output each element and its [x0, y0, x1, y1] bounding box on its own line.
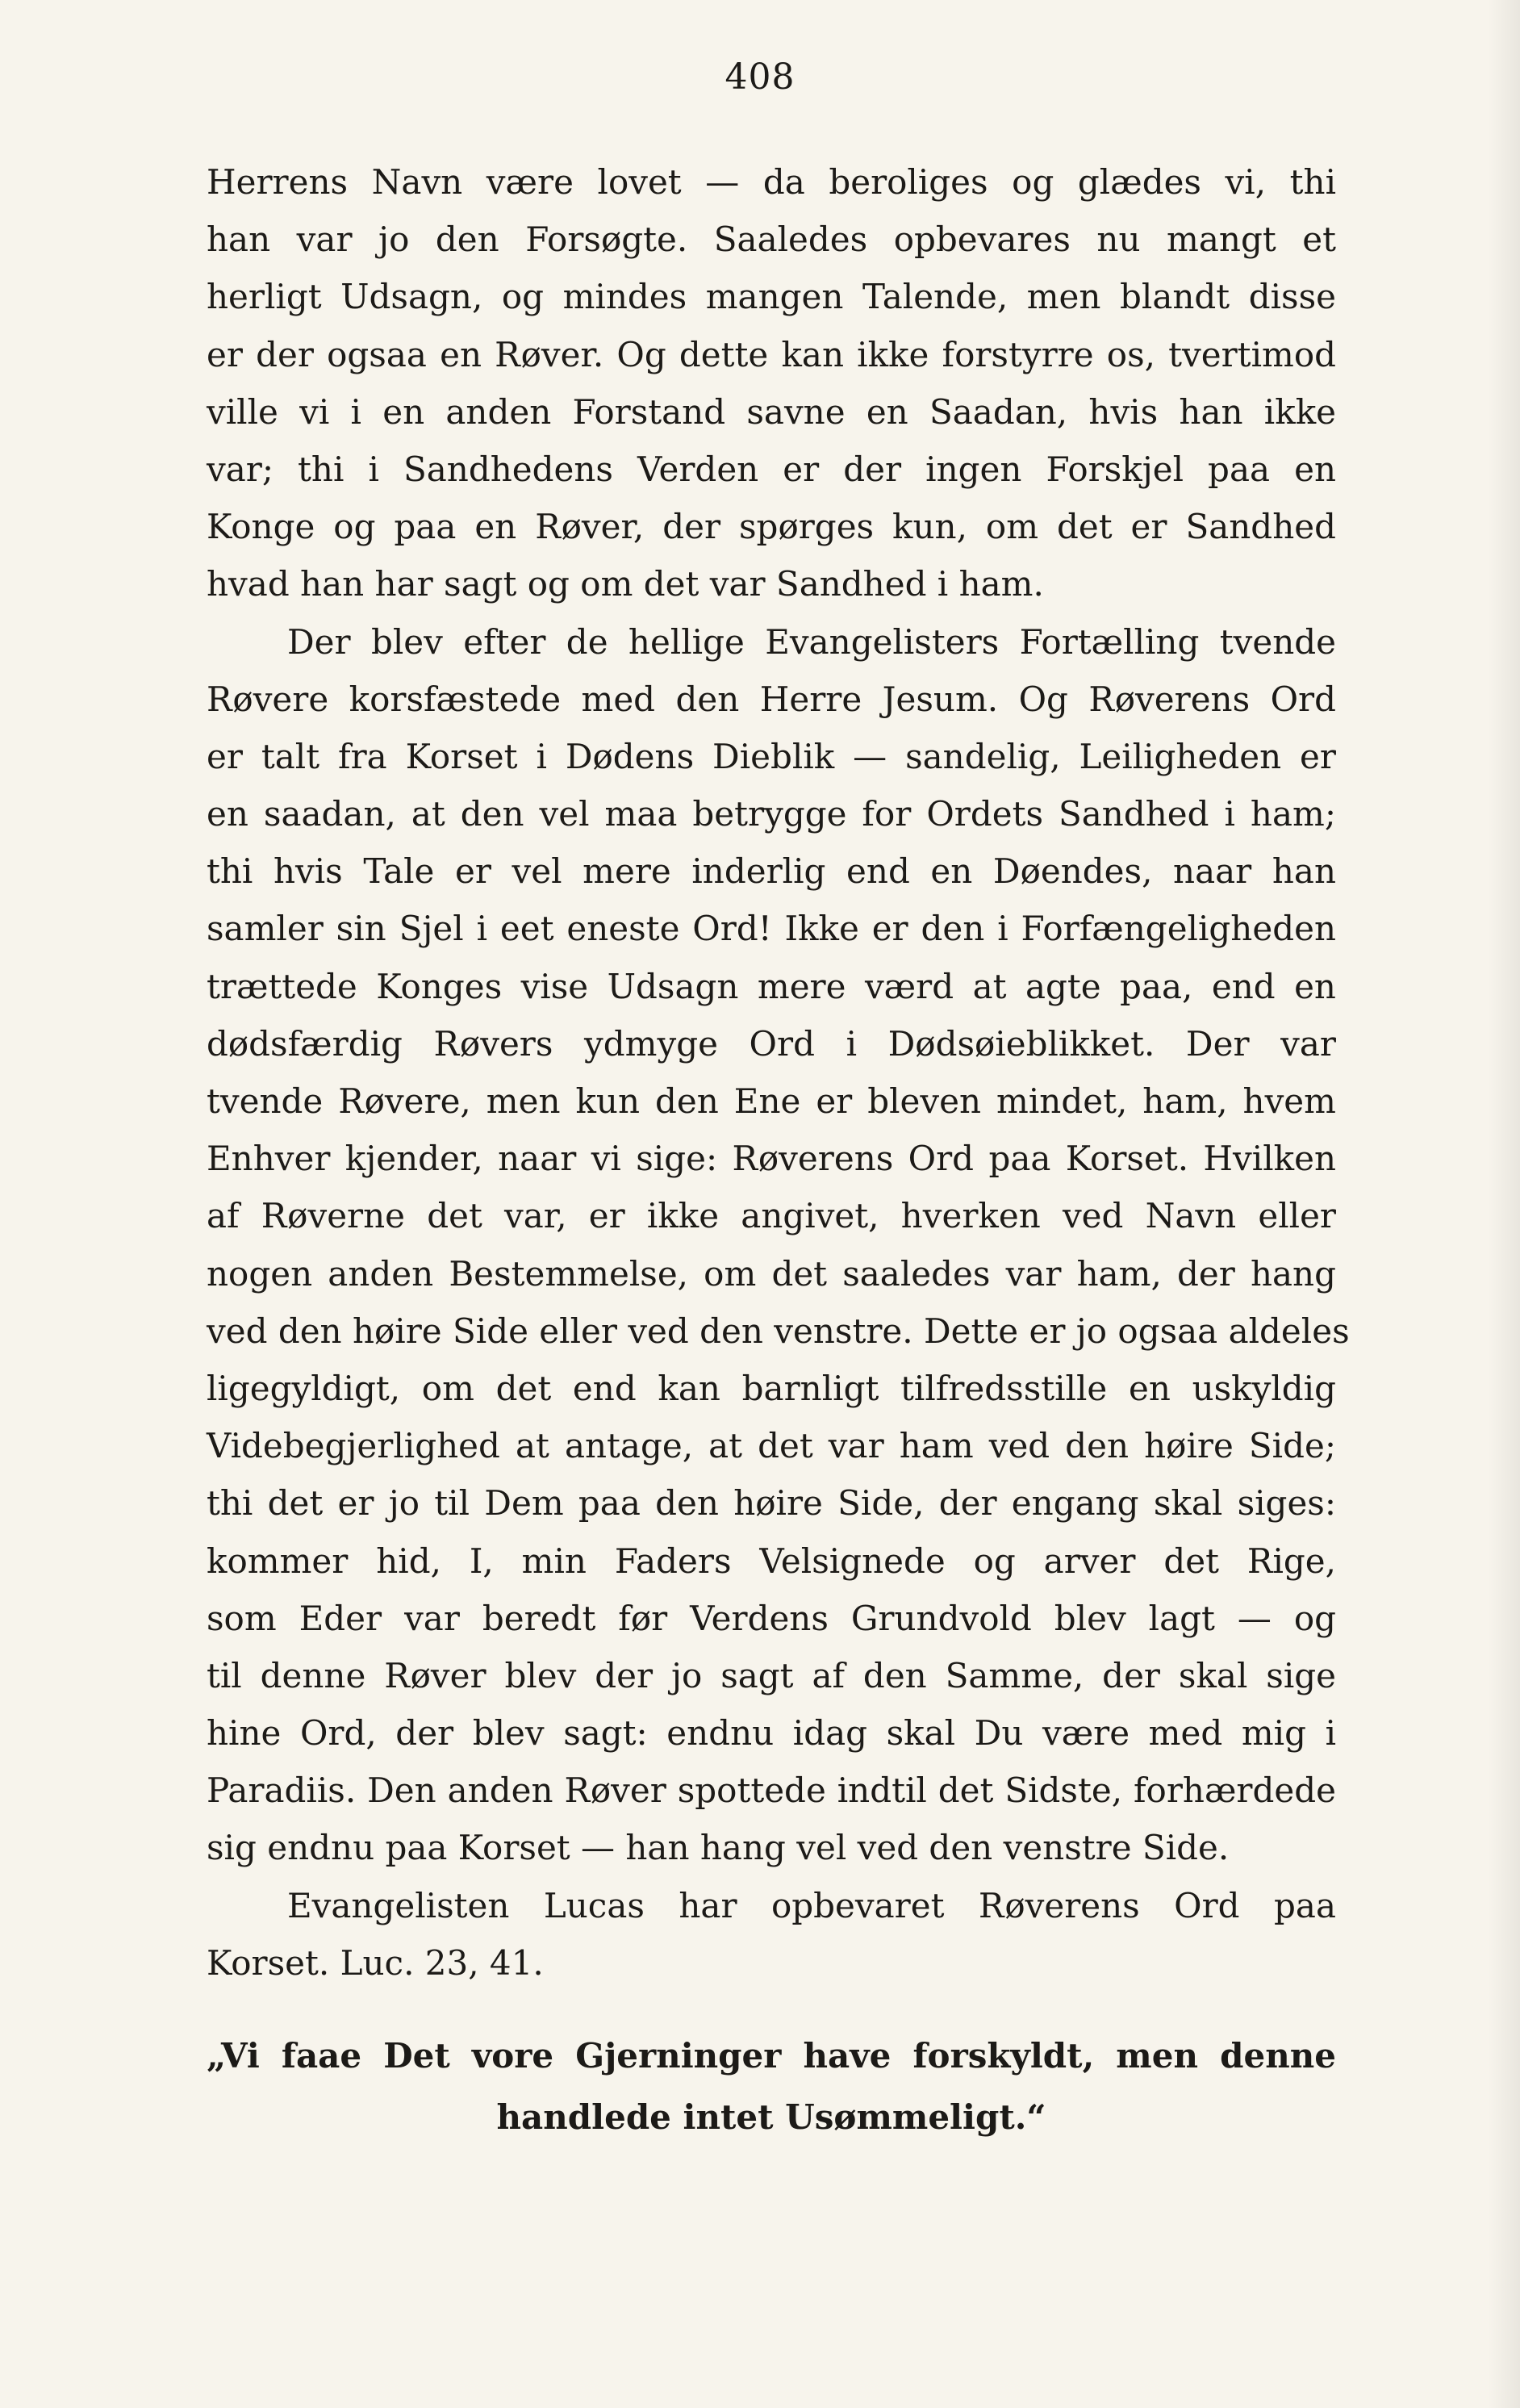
text-line: trættede Konges vise Udsagn mere værd at agte paa, end en — [207, 966, 1336, 1006]
text-line: dødsfærdig Røvers ydmyge Ord i Dødsøieblikket. Der var — [207, 1023, 1336, 1064]
text-line: Korset. Luc. 23, 41. — [207, 1942, 544, 1983]
text-line: tvende Røvere, men kun den Ene er bleven mindet, ham, hvem — [207, 1081, 1336, 1121]
text-line: thi det er jo til Dem paa den høire Side, der engang skal siges: — [207, 1483, 1336, 1524]
text-line: thi hvis Tale er vel mere inderlig end en Døendes, naar han — [207, 851, 1336, 892]
text-line: Røvere korsfæstede med den Herre Jesum. Og Røverens Ord — [207, 679, 1336, 719]
text-line: er der ogsaa en Røver. Og dette kan ikke forstyrre os, tvertimod — [207, 334, 1336, 374]
text-line: Konge og paa en Røver, der spørges kun, om det er Sandhed — [207, 507, 1336, 547]
text-line: en saadan, at den vel maa betrygge for Ordets Sandhed i ham; — [207, 794, 1336, 834]
text-line: Herrens Navn være lovet — da beroliges og glædes vi, thi — [207, 162, 1336, 202]
text-line: var; thi i Sandhedens Verden er der ingen Forskjel paa en — [207, 449, 1336, 489]
text-line: hvad han har sagt og om det var Sandhed i ham. — [207, 564, 1044, 604]
text-line: nogen anden Bestemmelse, om det saaledes var ham, der hang — [207, 1253, 1336, 1294]
page-number: 408 — [725, 56, 795, 98]
scripture-quote — [207, 2025, 1336, 2148]
text-line: Evangelisten Lucas har opbevaret Røverens Ord paa — [287, 1885, 1336, 1925]
text-line: som Eder var beredt før Verdens Grundvold blev lagt — og — [207, 1598, 1336, 1638]
text-line: han var jo den Forsøgte. Saaledes opbevares nu mangt et — [207, 219, 1336, 260]
quote-line: handlede intet Usømmeligt.“ — [496, 2097, 1046, 2137]
text-line: Videbegjerlighed at antage, at det var ham ved den høire Side; — [207, 1426, 1336, 1466]
body-text — [207, 153, 1350, 1992]
text-line: Enhver kjender, naar vi sige: Røverens Ord paa Korset. Hvilken — [207, 1139, 1336, 1179]
page-edge-shadow — [1488, 0, 1520, 2408]
text-line: ligegyldigt, om det end kan barnligt tilfredsstille en uskyldig — [207, 1368, 1336, 1408]
quote-line: „Vi faae Det vore Gjerninger have forskyldt, men denne — [207, 2036, 1336, 2076]
text-line: herligt Udsagn, og mindes mangen Talende, men blandt disse — [207, 277, 1336, 317]
text-line: af Røverne det var, er ikke angivet, hverken ved Navn eller — [207, 1196, 1336, 1236]
text-line: Der blev efter de hellige Evangelisters Fortælling tvende — [287, 621, 1336, 662]
text-line: sig endnu paa Korset — han hang vel ved den venstre Side. — [207, 1828, 1230, 1868]
text-line: hine Ord, der blev sagt: endnu idag skal Du være med mig i — [207, 1713, 1336, 1754]
text-line: ved den høire Side eller ved den venstre. Dette er jo ogsaa aldeles — [207, 1311, 1350, 1351]
text-line: er talt fra Korset i Dødens Dieblik — sandelig, Leiligheden er — [207, 736, 1336, 776]
text-line: til denne Røver blev der jo sagt af den Samme, der skal sige — [207, 1655, 1336, 1695]
text-line: Paradiis. Den anden Røver spottede indtil det Sidste, forhærdede — [207, 1770, 1336, 1811]
text-line: samler sin Sjel i eet eneste Ord! Ikke er den i Forfængeligheden — [207, 909, 1336, 949]
text-line: ville vi i en anden Forstand savne en Saadan, hvis han ikke — [207, 391, 1336, 432]
text-line: kommer hid, I, min Faders Velsignede og arver det Rige, — [207, 1541, 1336, 1581]
